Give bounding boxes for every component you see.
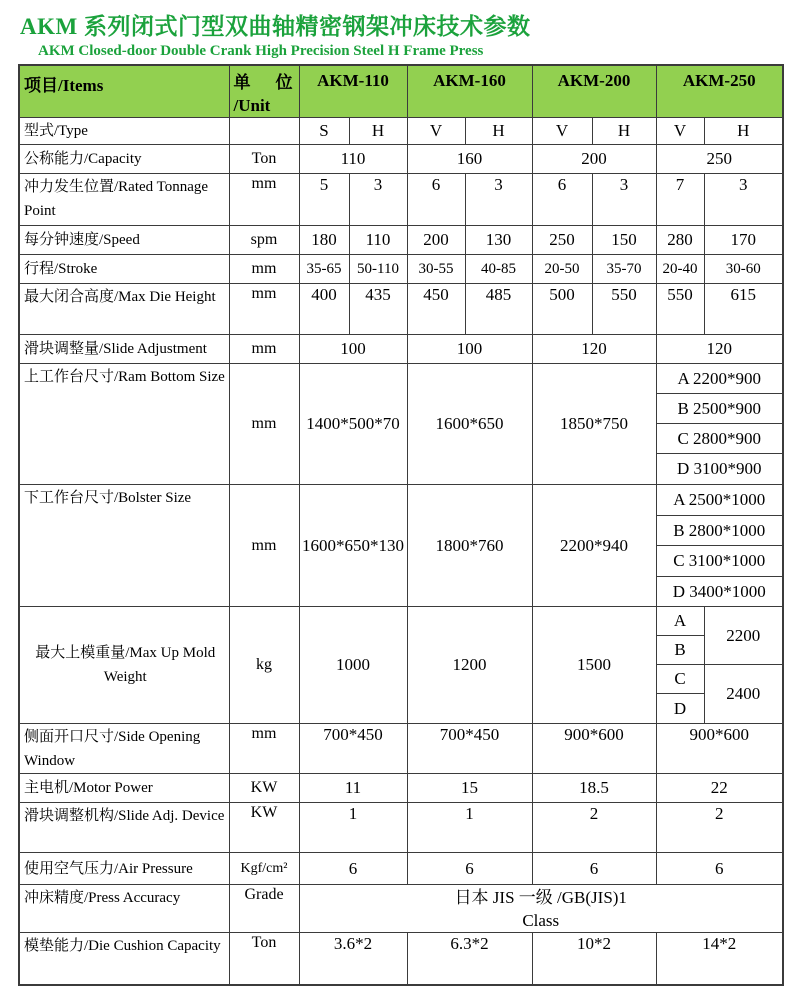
value-ram-akm110: 1400*500*70 [299, 364, 407, 485]
value-ram-akm250-c: C 2800*900 [656, 424, 783, 454]
row-unit-side-opening: mm [229, 724, 299, 774]
value-bolster-akm250-b: B 2800*1000 [656, 516, 783, 546]
value-bolster-akm200: 2200*940 [532, 485, 656, 607]
value-mold-letter-d: D [656, 694, 704, 724]
value-ram-akm250-d: D 3100*900 [656, 454, 783, 485]
value-maxdie-6: 550 [656, 284, 704, 335]
row-label-mold-weight: 最大上模重量/Max Up Mold Weight [19, 607, 229, 724]
value-ram-akm250-a: A 2200*900 [656, 364, 783, 394]
col-header-akm-160: AKM-160 [407, 65, 532, 118]
value-bolster-akm160: 1800*760 [407, 485, 532, 607]
value-capacity-0: 110 [299, 145, 407, 174]
row-air-pressure [19, 853, 783, 885]
value-type-1: H [349, 118, 407, 145]
value-bolster-akm250-c: C 3100*1000 [656, 546, 783, 577]
value-mold-akm250-ab: 2200 [704, 607, 783, 665]
row-label-ram-bottom: 上工作台尺寸/Ram Bottom Size [19, 364, 229, 485]
value-ram-akm250-b: B 2500*900 [656, 394, 783, 424]
value-mold-letter-a: A [656, 607, 704, 636]
row-label-capacity: 公称能力/Capacity [19, 145, 229, 174]
value-speed-5: 150 [592, 226, 656, 255]
row-unit-bolster: mm [229, 485, 299, 607]
row-label-max-die-height: 最大闭合高度/Max Die Height [19, 284, 229, 335]
row-unit-air-pressure: Kgf/cm² [229, 853, 299, 885]
value-motor-0: 11 [299, 774, 407, 803]
row-unit-max-die-height: mm [229, 284, 299, 335]
row-unit-motor-power: KW [229, 774, 299, 803]
value-motor-2: 18.5 [532, 774, 656, 803]
spec-table [18, 64, 784, 986]
row-unit-type [229, 118, 299, 145]
value-speed-7: 170 [704, 226, 783, 255]
value-mold-letter-c: C [656, 665, 704, 694]
value-slideadj-2: 120 [532, 335, 656, 364]
value-bolster-akm250-a: A 2500*1000 [656, 485, 783, 516]
value-tonnage-2: 6 [407, 174, 465, 226]
row-label-slide-adjustment: 滑块调整量/Slide Adjustment [19, 335, 229, 364]
value-type-4: V [532, 118, 592, 145]
value-speed-1: 110 [349, 226, 407, 255]
value-side-0: 700*450 [299, 724, 407, 774]
row-type [19, 118, 783, 145]
col-header-akm-200: AKM-200 [532, 65, 656, 118]
col-header-akm-250: AKM-250 [656, 65, 783, 118]
row-stroke [19, 255, 783, 284]
value-maxdie-2: 450 [407, 284, 465, 335]
page-title: AKM 系列闭式门型双曲轴精密钢架冲床技术参数 [20, 14, 531, 39]
value-type-5: H [592, 118, 656, 145]
row-unit-press-accuracy: Grade [229, 885, 299, 933]
unit-label-cn: 单 位 [233, 73, 293, 92]
value-mold-akm110: 1000 [299, 607, 407, 724]
row-die-cushion [19, 933, 783, 985]
header-row [19, 65, 783, 118]
value-bolster-akm110: 1600*650*130 [299, 485, 407, 607]
value-stroke-5: 35-70 [592, 255, 656, 284]
value-capacity-2: 200 [532, 145, 656, 174]
value-type-3: H [465, 118, 532, 145]
value-cushion-0: 3.6*2 [299, 933, 407, 985]
value-mold-akm160: 1200 [407, 607, 532, 724]
value-cushion-3: 14*2 [656, 933, 783, 985]
value-cushion-2: 10*2 [532, 933, 656, 985]
row-unit-ram-bottom: mm [229, 364, 299, 485]
value-speed-0: 180 [299, 226, 349, 255]
row-unit-speed: spm [229, 226, 299, 255]
value-stroke-0: 35-65 [299, 255, 349, 284]
row-unit-slide-adjustment: mm [229, 335, 299, 364]
value-maxdie-5: 550 [592, 284, 656, 335]
value-tonnage-0: 5 [299, 174, 349, 226]
row-label-slide-adj-device: 滑块调整机构/Slide Adj. Device [19, 803, 229, 853]
unit-label-en: /Unit [233, 96, 271, 115]
row-bolster [19, 485, 783, 516]
row-motor-power [19, 774, 783, 803]
value-slidedev-3: 2 [656, 803, 783, 853]
value-stroke-2: 30-55 [407, 255, 465, 284]
value-air-2: 6 [532, 853, 656, 885]
value-stroke-1: 50-110 [349, 255, 407, 284]
value-maxdie-7: 615 [704, 284, 783, 335]
value-slideadj-1: 100 [407, 335, 532, 364]
value-slidedev-2: 2 [532, 803, 656, 853]
value-slidedev-1: 1 [407, 803, 532, 853]
value-side-1: 700*450 [407, 724, 532, 774]
row-label-side-opening: 侧面开口尺寸/Side Opening Window [19, 724, 229, 774]
value-slideadj-3: 120 [656, 335, 783, 364]
value-side-3: 900*600 [656, 724, 783, 774]
value-mold-letter-b: B [656, 636, 704, 665]
value-speed-2: 200 [407, 226, 465, 255]
value-press-accuracy [299, 885, 783, 933]
value-tonnage-6: 7 [656, 174, 704, 226]
row-label-stroke: 行程/Stroke [19, 255, 229, 284]
value-speed-4: 250 [532, 226, 592, 255]
row-label-bolster: 下工作台尺寸/Bolster Size [19, 485, 229, 607]
value-stroke-4: 20-50 [532, 255, 592, 284]
page-subtitle: AKM Closed-door Double Crank High Precision Steel H Frame Press [38, 43, 484, 59]
value-tonnage-5: 3 [592, 174, 656, 226]
col-header-unit [229, 65, 299, 118]
col-header-items: 项目/Items [19, 65, 229, 118]
col-header-akm-110: AKM-110 [299, 65, 407, 118]
value-maxdie-0: 400 [299, 284, 349, 335]
row-slide-adjustment [19, 335, 783, 364]
row-label-tonnage-point: 冲力发生位置/Rated Tonnage Point [19, 174, 229, 226]
row-label-speed: 每分钟速度/Speed [19, 226, 229, 255]
row-max-die-height [19, 284, 783, 335]
press-accuracy-line1: 日本 JIS 一级 /GB(JIS)1 [454, 888, 627, 907]
value-air-1: 6 [407, 853, 532, 885]
value-motor-3: 22 [656, 774, 783, 803]
row-label-motor-power: 主电机/Motor Power [19, 774, 229, 803]
row-label-die-cushion: 模垫能力/Die Cushion Capacity [19, 933, 229, 985]
value-maxdie-3: 485 [465, 284, 532, 335]
value-capacity-1: 160 [407, 145, 532, 174]
value-ram-akm200: 1850*750 [532, 364, 656, 485]
value-stroke-6: 20-40 [656, 255, 704, 284]
row-unit-slide-adj-device: KW [229, 803, 299, 853]
row-speed [19, 226, 783, 255]
value-maxdie-4: 500 [532, 284, 592, 335]
value-cushion-1: 6.3*2 [407, 933, 532, 985]
row-mold-weight [19, 607, 783, 636]
value-ram-akm160: 1600*650 [407, 364, 532, 485]
value-side-2: 900*600 [532, 724, 656, 774]
value-air-3: 6 [656, 853, 783, 885]
row-unit-stroke: mm [229, 255, 299, 284]
row-slide-adj-device [19, 803, 783, 853]
value-tonnage-1: 3 [349, 174, 407, 226]
value-type-0: S [299, 118, 349, 145]
value-motor-1: 15 [407, 774, 532, 803]
value-maxdie-1: 435 [349, 284, 407, 335]
value-stroke-7: 30-60 [704, 255, 783, 284]
row-unit-mold-weight: kg [229, 607, 299, 724]
value-tonnage-3: 3 [465, 174, 532, 226]
press-accuracy-line2: Class [522, 911, 560, 930]
value-type-2: V [407, 118, 465, 145]
value-speed-6: 280 [656, 226, 704, 255]
row-side-opening [19, 724, 783, 774]
value-tonnage-4: 6 [532, 174, 592, 226]
value-stroke-3: 40-85 [465, 255, 532, 284]
row-unit-capacity: Ton [229, 145, 299, 174]
value-type-6: V [656, 118, 704, 145]
row-tonnage-point [19, 174, 783, 226]
row-press-accuracy [19, 885, 783, 933]
value-air-0: 6 [299, 853, 407, 885]
row-label-type: 型式/Type [19, 118, 229, 145]
row-ram-bottom [19, 364, 783, 394]
row-unit-die-cushion: Ton [229, 933, 299, 985]
value-tonnage-7: 3 [704, 174, 783, 226]
row-label-air-pressure: 使用空气压力/Air Pressure [19, 853, 229, 885]
value-slidedev-0: 1 [299, 803, 407, 853]
value-capacity-3: 250 [656, 145, 783, 174]
row-capacity [19, 145, 783, 174]
value-slideadj-0: 100 [299, 335, 407, 364]
row-unit-tonnage-point: mm [229, 174, 299, 226]
value-type-7: H [704, 118, 783, 145]
value-speed-3: 130 [465, 226, 532, 255]
value-mold-akm250-cd: 2400 [704, 665, 783, 724]
row-label-press-accuracy: 冲床精度/Press Accuracy [19, 885, 229, 933]
value-mold-akm200: 1500 [532, 607, 656, 724]
value-bolster-akm250-d: D 3400*1000 [656, 577, 783, 607]
